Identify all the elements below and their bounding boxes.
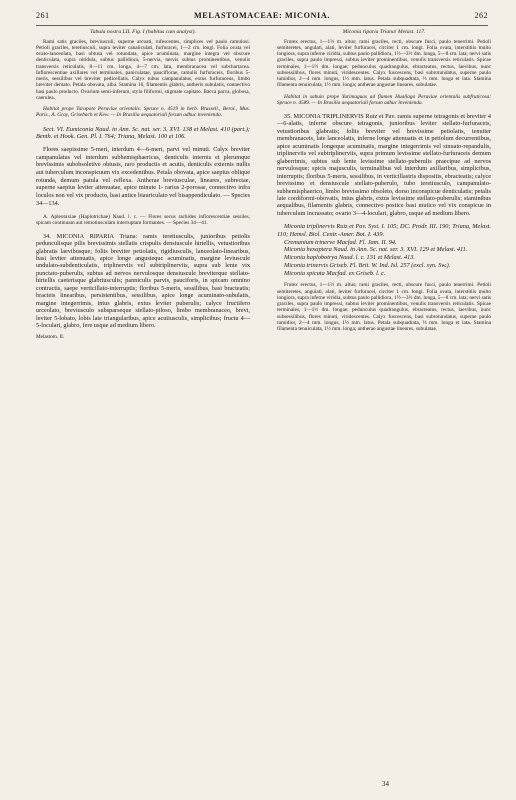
species-34-habitat: Habitat in sabulo prope Yurimaguas ad flumen Huallaga Peruviae orientalis subfruticosa: Spruce n. 4589. — In Brasilia aequatoriali forsan adhuc invenienda.	[277, 93, 491, 106]
section-citation: Sect. VI. Eumiconia Naud. in Ann. Sc. nat. ser. 3. XVI. 138 et Melast. 410 (part.); Benth. et Hook. Gen. Pl. I. 764; Triana, Melast. 100 et 106.	[36, 125, 250, 141]
species-35-heading: 35. MICONIA TRIPLINERVIS Ruiz et Pav.	[284, 113, 396, 120]
left-column	[36, 29, 250, 340]
subsection-description: A. Apleotaxiae (Haplotrichae) Naud. l. c. — Flores secus rachides inflorescentiae sessiles, spicam continuam aut remotiusculam interruptam formantes. — Species 34—41.	[36, 214, 250, 227]
tabula-label: Tabula nostra LII. Fig. I (habitus cum analysi).	[90, 29, 196, 35]
right-column	[277, 29, 491, 332]
synonym-citation: Miconia triplinervis Ruiz et Pav. Syst. I. 105; DC. Prodr. III. 190; Triana, Melast. 110; Hemsl. Biol. Centr.-Amer. Bot. I. 439.	[277, 223, 491, 239]
species-34-description: Frutex erectus, 1—1⅔ m. altus; rami graciles, recti, obscure fusci, paulo tenerrimi. Petioli semiteretes, angulati, alati, leviter furfuracei, circiter 1 cm. longi. Folia ovata, interstitiis multo longiora, supra inferne viridia, subtus paulo pallidiora, 1½—3½ dm. longa, 5—8 cm. lata; nervi satis graciles, supra paulo impressi, subtus leviter prominentibus, venulis transversis reticulatis. Spicae terminales, 1—1½ dm. longae; pedunculus quadrangulus, ebracteatus, rectus, laevibus, nunc subsessilibus, flores minuti, viridescentes. Calyx fuscescens, basi subrotundatus, superne paulo tumidior, 2—4 mm. longus, 1½ mm. latus. Petala subquadrata, ⅔ mm. longa et lata. Stamina filamenta tenuiculata, 1½ mm. longa; antherae angustae lineares, subulatae.	[277, 38, 491, 89]
species-33-habitat: Habitat prope Tarapoto Peruviae orientalis: Spruce n. 4519 in herb. Brussell., Berol., Mus. Paris., A. Gray, Grisebach et Kew. — In Brasilia aequatoriali forsan adhuc invenienda.	[36, 106, 250, 119]
species-35-diagnosis	[277, 113, 491, 217]
signature-number: 34	[382, 780, 389, 788]
species-34-body: ramis teretiusculis, junioribus petiolis pedunculisque pilis brevissimis stellatis crispulis densiuscule hirtellis, vetustioribus glabratis laevibusque; foliis breviter petiolatis, rigidiusculis, lanceolato-linearibus, basi leviter attenuatis, apice longe angustequc acuminatis, margine leviuscule undulato-subdenticulatis, triplinerviis vel subtriplinerviis, supra sub lente vix punctato-puberulis, subtus ad nervos nervulosque densiuscule breviterque stellato-hirtellis caeterisque glabriusculis; panniculis parvis, pauciforis, in spicam omnino contractis, saepe verticillato-interruptis; floribus 5-meris, sessilibus, basi bracteatis; bracteis linearibus, persistentibus, sessilibus, apice longe acuminato-subulatis, margine integerrimis, intus glabris, extus leviter puberulis; calyce fructifero urceolato, breviusculo subsparseque stellato-piloso, limbo membranaceo, brevi, leviter 5-lobato, lobis late triangularibus, apice acutiusculis, simplicibus; fructu 4—5-loculari, glabro, fere usque ad medium libero.	[36, 232, 250, 330]
section-description: Flores saepissime 5-meri, interdum 4—6-meri, parvi vel minuti. Calyx breviter campanulatus vel interdum subhemisphaericus, denticulis internis et plerumque brevissimis subobsoletive obtusis, raro productis et acutis, denticulis externis nullis aut tuberculum inconspicuum vix excedentibus. Petala obovata, apice saepius oblique rotunda, demum patula vel reflexa. Antherae breviusculae, lineares, subrectae, superne saepius leviter attenuatae, apice minute 1- rarius 2-porosae, connectivo infra loculos non vel vix producto, basi antice biauriculato vel bisappendiculato. — Species 34—134.	[36, 145, 250, 207]
right-page-number: 262	[474, 11, 488, 20]
left-page-number: 261	[36, 11, 50, 20]
synonym-citation: Miconia trinervis Griseb. Fl. Brit. W. Ind. Isl. 257 (excl. syn. Sw.).	[284, 261, 451, 269]
species-35-body: ramis superne tetragonis et breviter 4—6-alatis, inferne obscure tetragonis, junioribus leviter stellato-furfuraceis, vetustioribus glabratis; foliis breviter vel brevissime petiolatis, tenuiter membranaceis, late lanceolatis, inferne longe attenuatis et in petiolum decurrentibus, apice acuminatis longeque acuminatis, margine integerrimis vel sinuato-repandulis, triplinerviis vel subtriplinerviis, supra primum levissime stellato-furfuraceis demum glaberrimis, subtus sub lente levissime stellato-puberulis praecipue ad nervos nervulosque; spicis majusculis, terminalibus vel interdum axillaribus, simplicibus, interruptis; floribus 5-meris, sessilibus, in verticillastris dispositis, ebracteatis; calyce brevissimo et densiuscule stellato-puberulo, tubo teretiusculo, campanulato-subhemisphaerico, limbo brevissimo obsoleto, dorso inconspicue denticulatis; petalis late cordiformi-obovatis, intus glabris, extus levissime stellato-puberulis; staminibus aequalibus, filamentis glabris, connectivo postice basi mutico vel vix conspicue in tuberculum incrassato; ovario 3—4-loculari, glabro, usque ad medium libero.	[277, 113, 491, 217]
species-33-description: Rami satis graciles, breviusculi, superne arcuati, rufescentes, simplices vel paulo ramulosi. Petioli graciles, teretiusculi, supra leviter canaliculati, furfuracei, 1—2 cm. longi. Folia ovata vel ovato-lanceolata, basi obtusa vel rotundata, apice acuminata, margine integra vel obscure denticulata, supra nitidula, subtus pallidiora, 5-nervia, nervis subtus prominentibus, venulis transversis reticulatis, 8—11 cm. longa, 4—7 cm. lata, membranacea vel subchartacea. Inflorescentiae axillares vel terminales, paniculatae, pauciflorae, ramulis furfuraceis, floribus 5-meris, sessilibus vel breviter pedicellatis. Calyx tubus campanulatus, extus furfuraceus, limbo breviter dentato. Petala obovata, alba. Stamina 10, filamentis glabris, antheris subulatis, connectivo basi paulo producto. Ovarium semi-inferum, stylo filiformi, stigmate capitato. Bacca parva, globosa, caerulea.	[36, 38, 250, 101]
signature-mark: Melastom. II.	[36, 333, 65, 340]
species-34-heading: 34. MICONIA RIPARIA Triana:	[43, 232, 138, 240]
species-34-diagnosis	[36, 233, 250, 330]
header-rule	[36, 25, 488, 26]
miconia-riparia-reference: Miconia riparia Triana! Melast. 117.	[342, 29, 426, 35]
species-35-description: Frutex erectus, 1—1⅔ m. altus; rami graciles, recti, obscure fusci, paulo tenerrimi. Petioli semiteretes, angulati, alati, leviter furfuracei, circiter 1 cm. longi. Folia ovata, interstitiis multo longiora, supra inferne viridia, subtus paulo pallidiora, 1½—3½ dm. longa, 5—8 cm. lata; nervi satis graciles, supra paulo impressi, subtus leviter prominentibus, venulis transversis reticulatis. Spicae terminales, 1—1½ dm. longae; pedunculus quadrangulus, ebracteatus, rectus, laevibus, nunc subsessilibus, flores minuti, viridescentes. Calyx fuscescens, basi subrotundatus, superne paulo tumidior, 2—4 mm. longus, 1½ mm. latus. Petala subquadrata, ⅔ mm. longa et lata. Stamina filamenta tenuiculata, 1½ mm. longa; antherae angustae lineares, subulatae.	[277, 282, 491, 333]
synonym-citation: Miconia spicata Macfad. ex Griseb. l. c.	[284, 269, 386, 277]
synonym-citation: Miconia hexaptera Naud. in Ann. Sc. nat. ser. 3. XVI. 129 et Melast. 411.	[284, 246, 468, 254]
running-title: MELASTOMACEAE: MICONIA.	[193, 11, 330, 20]
synonym-citation: Cremanium trinerve Macfad. Fl. Jam. II. 94.	[284, 238, 397, 246]
running-head	[36, 11, 488, 23]
synonym-citation: Miconia haplobotrya Naud. l. c. 131 et Melast. 413.	[284, 254, 415, 262]
